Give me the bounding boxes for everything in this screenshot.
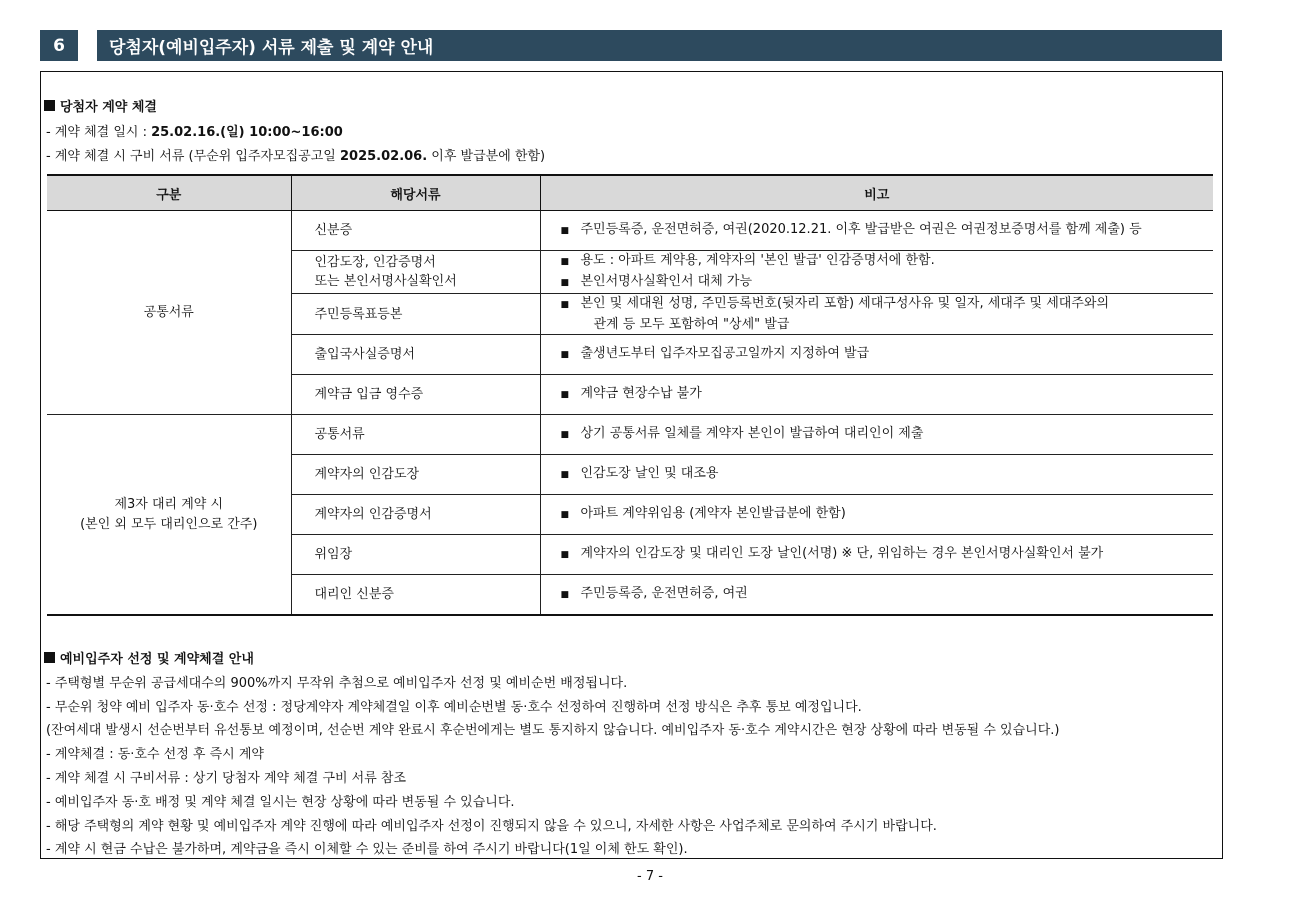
header-document: 해당서류 [291, 175, 540, 211]
bullet-icon: ■ [560, 257, 570, 267]
bullet-icon: ■ [560, 278, 570, 288]
bullet-icon: ■ [560, 300, 570, 310]
contract-section-heading [44, 96, 157, 115]
note-text: 용도 : 아파트 계약용, 계약자의 '본인 발급' 인감증명서에 한함. [580, 253, 935, 268]
bullet-icon: ■ [560, 550, 570, 560]
note-cell [540, 455, 1213, 495]
note-text: 출생년도부터 입주자모집공고일까지 지정하여 발급 [580, 346, 870, 361]
bullet-icon: ■ [560, 430, 570, 440]
doc-cell [291, 294, 540, 335]
note-cell [540, 294, 1213, 335]
square-bullet-icon [44, 100, 55, 111]
doc-label: 주민등록표등본 [314, 306, 403, 322]
contract-date-value: 25.02.16.(일) 10:00~16:00 [151, 125, 343, 140]
note-text: 상기 공통서류 일체를 계약자 본인이 발급하여 대리인이 제출 [580, 426, 924, 441]
contract-docs-suffix: 이후 발급분에 한함) [427, 149, 546, 164]
reserve-line: - 주택형별 무순위 공급세대수의 900%까지 무작위 추첨으로 예비입주자 선정 및 예비순번 배정됩니다. [46, 676, 628, 691]
note-text: 본인 및 세대원 성명, 주민등록번호(뒷자리 포함) 세대구성사유 및 일자, 세대주 및 세대주와의 [580, 296, 1110, 311]
table-row [47, 211, 1213, 251]
contract-section-title: 당첨자 계약 체결 [60, 100, 157, 115]
reserve-section-heading [44, 648, 254, 667]
doc-cell [291, 495, 540, 535]
note-text: 계약금 현장수납 불가 [580, 386, 702, 401]
contract-date-label: - 계약 체결 일시 : [46, 125, 152, 140]
square-bullet-icon [44, 652, 55, 663]
category-label: 제3자 대리 계약 시 [114, 496, 224, 512]
page-number: - 7 - [637, 869, 663, 884]
bullet-icon: ■ [560, 226, 570, 236]
bullet-icon: ■ [560, 470, 570, 480]
table-header-row [47, 175, 1213, 211]
doc-cell [291, 535, 540, 575]
doc-cell [291, 575, 540, 616]
reserve-line: - 계약 체결 시 구비서류 : 상기 당첨자 계약 체결 구비 서류 참조 [46, 771, 407, 786]
note-text: 주민등록증, 운전면허증, 여권 [580, 586, 748, 601]
category-label: 공통서류 [143, 304, 194, 320]
doc-label: 대리인 신분증 [314, 587, 394, 602]
doc-label: 계약자의 인감증명서 [314, 507, 432, 522]
contract-docs-label: - 계약 체결 시 구비 서류 (무순위 입주자모집공고일 [46, 149, 340, 164]
note-cell [540, 415, 1213, 455]
note-text: 본인서명사실확인서 대체 가능 [580, 274, 753, 289]
note-text: 인감도장 날인 및 대조용 [580, 466, 719, 481]
bullet-icon: ■ [560, 390, 570, 400]
doc-label: 신분증 [314, 223, 353, 238]
header-category: 구분 [47, 175, 291, 211]
reserve-line: (잔여세대 발생시 선순번부터 유선통보 예정이며, 선순번 계약 완료시 후순번에게는 별도 통지하지 않습니다. 예비입주자 동·호수 계약시간은 현장 상황에 따라 변동될 수 있습니다.) [46, 723, 1060, 738]
reserve-line: - 계약 시 현금 수납은 불가하며, 계약금을 즉시 이체할 수 있는 준비를 하여 주시기 바랍니다(1일 이체 한도 확인). [46, 842, 688, 857]
reserve-section-title: 예비입주자 선정 및 계약체결 안내 [60, 652, 254, 667]
doc-label: 인감도장, 인감증명서 [314, 255, 436, 270]
doc-cell [291, 211, 540, 251]
note-text: 주민등록증, 운전면허증, 여권(2020.12.21. 이후 발급받은 여권은 여권정보증명서를 함께 제출) 등 [580, 222, 1142, 237]
reserve-line: - 예비입주자 동·호 배정 및 계약 체결 일시는 현장 상황에 따라 변동될 수 있습니다. [46, 795, 515, 810]
contract-date-line [46, 121, 343, 140]
documents-table [47, 174, 1213, 616]
reserve-line: - 해당 주택형의 계약 현황 및 예비입주자 계약 진행에 따라 예비입주자 선정이 진행되지 않을 수 있으니, 자세한 사항은 사업주체로 문의하여 주시기 바랍니다. [46, 819, 937, 834]
note-cell [540, 211, 1213, 251]
note-cell [540, 251, 1213, 294]
doc-cell [291, 375, 540, 415]
reserve-line: - 계약체결 : 동·호수 선정 후 즉시 계약 [46, 747, 264, 762]
contract-docs-date: 2025.02.06. [339, 149, 428, 164]
header-note: 비고 [540, 175, 1213, 211]
section-number: 6 [40, 30, 78, 61]
reserve-line: - 무순위 청약 예비 입주자 동·호수 선정 : 정당계약자 계약체결일 이후 예비순번별 동·호수 선정하여 진행하며 선정 방식은 추후 통보 예정입니다. [46, 700, 862, 715]
bullet-icon: ■ [560, 350, 570, 360]
doc-cell [291, 415, 540, 455]
doc-cell [291, 455, 540, 495]
bullet-icon: ■ [560, 510, 570, 520]
category-common [47, 211, 291, 415]
doc-cell [291, 251, 540, 294]
doc-label: 계약금 입금 영수증 [314, 387, 424, 402]
note-cell [540, 495, 1213, 535]
bullet-icon: ■ [560, 590, 570, 600]
note-text: 관계 등 모두 포함하여 "상세" 발급 [593, 317, 790, 332]
note-text: 계약자의 인감도장 및 대리인 도장 날인(서명) ※ 단, 위임하는 경우 본인서명사실확인서 불가 [580, 546, 1104, 561]
note-text: 아파트 계약위임용 (계약자 본인발급분에 한함) [580, 506, 846, 521]
doc-label: 또는 본인서명사실확인서 [314, 274, 457, 289]
note-cell [540, 535, 1213, 575]
table-row [47, 415, 1213, 455]
category-proxy [47, 415, 291, 616]
note-cell [540, 375, 1213, 415]
doc-label: 위임장 [314, 547, 353, 562]
category-label: (본인 외 모두 대리인으로 간주) [80, 516, 258, 532]
note-cell [540, 575, 1213, 616]
contract-docs-line [46, 145, 545, 164]
doc-label: 공통서류 [314, 427, 365, 442]
doc-cell [291, 335, 540, 375]
note-cell [540, 335, 1213, 375]
doc-label: 출입국사실증명서 [314, 347, 415, 362]
section-title: 당첨자(예비입주자) 서류 제출 및 계약 안내 [97, 30, 1222, 61]
doc-label: 계약자의 인감도장 [314, 467, 420, 482]
